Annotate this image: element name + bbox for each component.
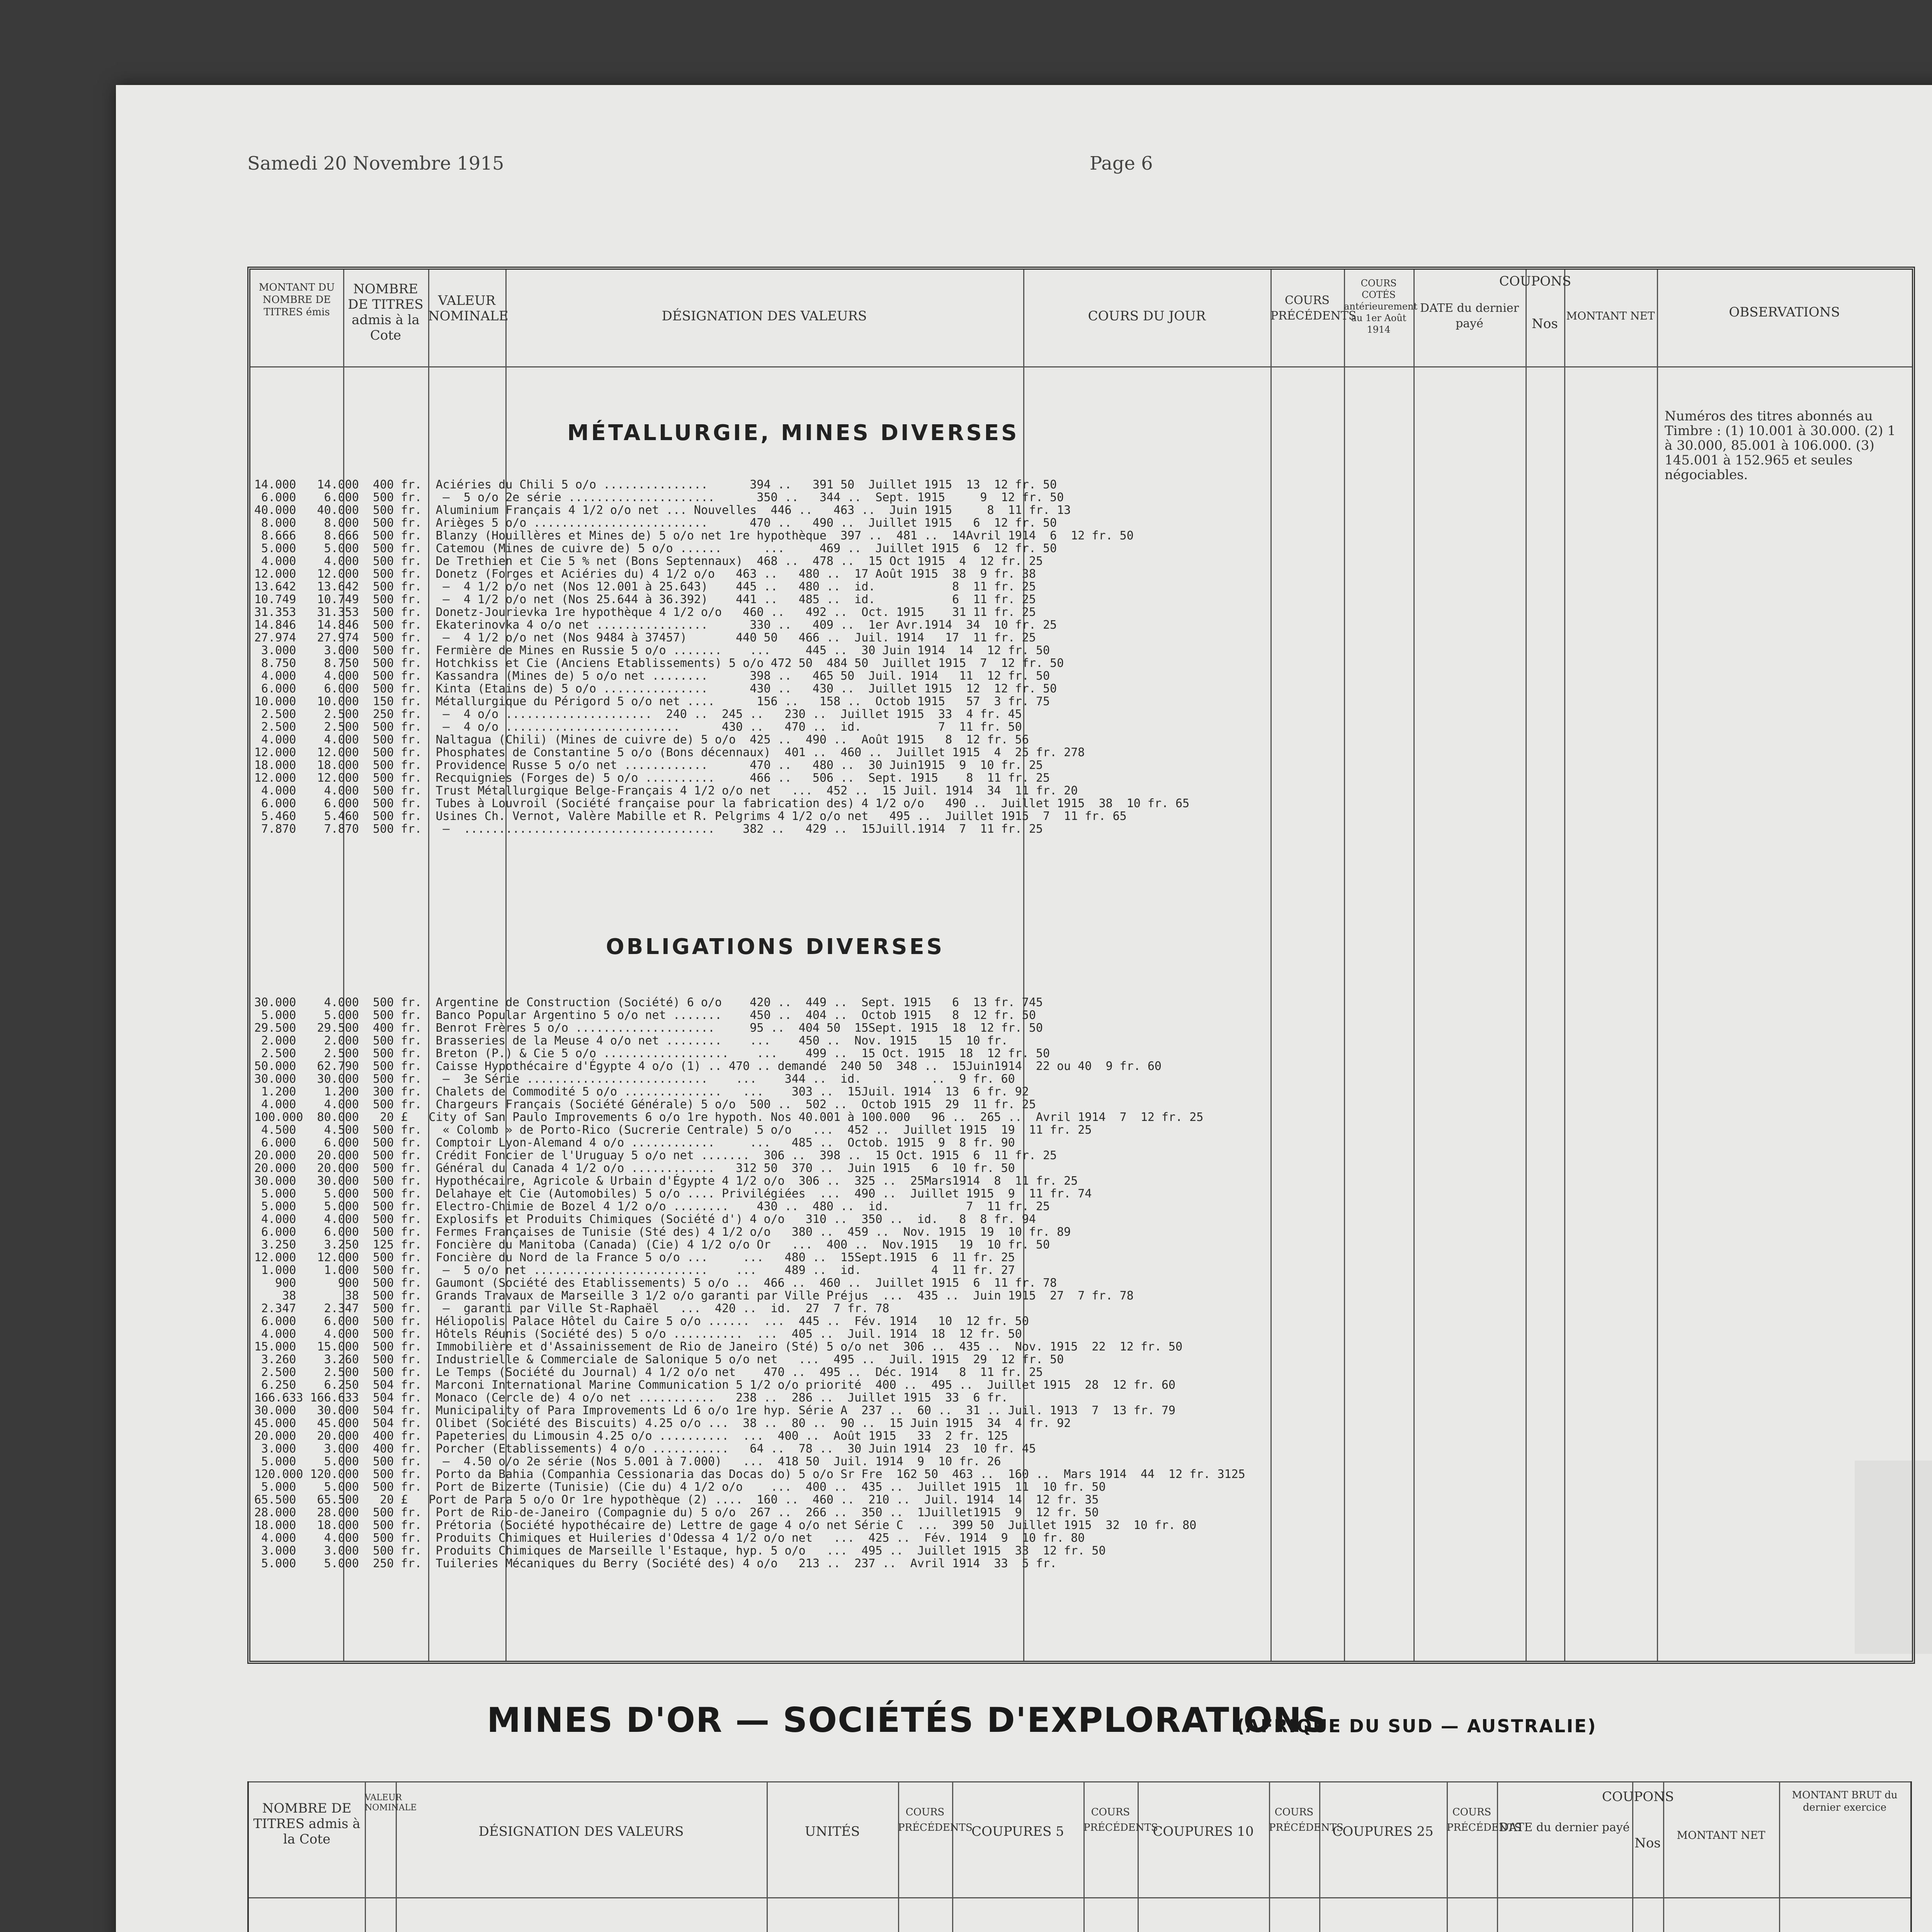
table-row: 28.000 28.000 500 fr. Port de Rio-de-Janeiro (Compagnie du) 5 o/o 267 .. 266 .. 350 .. 1Juillet1915 9 12 fr. 50 [254,1506,1099,1519]
mines-header-coupures-25: COUPURES 25 [1332,1824,1434,1839]
table-row: 100.000 80.000 20 £ City of San Paulo Improvements 6 o/o 1re hypoth. Nos 40.001 à 100.000 96 .. 265 .. Avril 1914 7 12 fr. 25 [254,1111,1204,1124]
header-observations: OBSERVATIONS [1729,304,1840,320]
page-number: Page 6 [1090,153,1153,174]
header-cours-precedents: COURS PRÉCÉDENTS [1270,294,1357,323]
table-row: 2.500 2.500 500 fr. Le Temps (Société du Journal) 4 1/2 o/o net 470 .. 495 .. Déc. 1914 8 11 fr. 25 [254,1366,1043,1379]
table-row: 10.000 10.000 150 fr. Métallurgique du Périgord 5 o/o net .... 156 .. 158 .. Octob 1915 57 3 fr. 75 [254,695,1050,708]
mines-header-numeros: Nos [1634,1835,1661,1851]
obligations-rows [254,996,1245,1570]
table-row: 30.000 30.000 504 fr. Municipality of Para Improvements Ld 6 o/o 1re hyp. Série A 237 .. 60 .. 31 .. Juil. 1913 7 13 fr. 79 [254,1404,1176,1417]
table-row: 2.500 2.500 500 fr. — 4 o/o ......................... 430 .. 470 .. id. 7 11 fr. 50 [254,720,1022,734]
table-row: 4.000 4.000 500 fr. Produits Chimiques et Huileries d'Odessa 4 1/2 o/o net ... 425 .. Fév. 1914 9 10 fr. 80 [254,1531,1085,1545]
table-row: 29.500 29.500 400 fr. Benrot Frères 5 o/o .................... 95 .. 404 50 15Sept. 1915 18 12 fr. 50 [254,1021,1043,1035]
mines-header-montant-net: MONTANT NET [1677,1829,1765,1842]
table-row: 4.000 4.000 500 fr. Hôtels Réunis (Société des) 5 o/o .......... ... 405 .. Juil. 1914 18 12 fr. 50 [254,1327,1022,1341]
table-row: 50.000 62.790 500 fr. Caisse Hypothécaire d'Égypte 4 o/o (1) .. 470 .. demandé 240 50 348 .. 15Juin1914 22 ou 40 9 fr. 60 [254,1060,1162,1073]
table-row: 4.000 4.000 500 fr. Naltagua (Chili) (Mines de cuivre de) 5 o/o 425 .. 490 .. Août 1915 8 12 fr. 56 [254,733,1029,747]
table-row: 8.750 8.750 500 fr. Hotchkiss et Cie (Anciens Etablissements) 5 o/o 472 50 484 50 Juillet 1915 7 12 fr. 50 [254,656,1064,670]
table-row: 8.000 8.000 500 fr. Arièges 5 o/o ......................... 470 .. 490 .. Juillet 1915 6 12 fr. 50 [254,516,1057,530]
table-row: 7.870 7.870 500 fr. — .................................... 382 .. 429 .. 15Juill.1914 7 11 fr. 25 [254,822,1043,836]
table-row: 13.642 13.642 500 fr. — 4 1/2 o/o net (Nos 12.001 à 25.643) 445 .. 480 .. id. 8 11 fr. 25 [254,580,1036,594]
mines-header-unites: UNITÉS [804,1824,860,1839]
mines-header-coupures-10: COUPURES 10 [1153,1824,1254,1839]
table-row: 3.000 3.000 400 fr. Porcher (Etablissements) 4 o/o ........... 64 .. 78 .. 30 Juin 1914 23 10 fr. 45 [254,1442,1036,1456]
paper-stain [1855,1461,1932,1654]
table-row: 5.000 5.000 500 fr. Catemou (Mines de cuivre de) 5 o/o ...... ... 469 .. Juillet 1915 6 12 fr. 50 [254,542,1057,555]
table-row: 15.000 15.000 500 fr. Immobilière et d'Assainissement de Rio de Janeiro (Sté) 5 o/o net 306 .. 435 .. Nov. 1915 22 12 fr. 50 [254,1340,1183,1354]
mines-header-coupons: COUPONS [1602,1789,1674,1804]
mines-header-date: DATE du dernier payé [1499,1821,1630,1834]
table-row: 5.000 5.000 250 fr. Tuileries Mécaniques du Berry (Société des) 4 o/o 213 .. 237 .. Avril 1914 33 5 fr. [254,1557,1057,1570]
table-row: 18.000 18.000 500 fr. Providence Russe 5 o/o net ............ 470 .. 480 .. 30 Juin1915 9 10 fr. 25 [254,759,1043,772]
table-row: 4.000 4.000 500 fr. Chargeurs Français (Société Générale) 5 o/o 500 .. 502 .. Octob 1915 29 11 fr. 25 [254,1098,1036,1111]
table-row: 2.000 2.000 500 fr. Brasseries de la Meuse 4 o/o net ........ ... 450 .. Nov. 1915 15 10 fr. [254,1034,1008,1048]
table-row: 5.000 5.000 500 fr. Delahaye et Cie (Automobiles) 5 o/o .... Privilégiées ... 490 .. Juillet 1915 9 11 fr. 74 [254,1187,1092,1201]
header-nombre: NOMBRE DE TITRES admis à la Cote [348,281,423,343]
table-row: 3.000 3.000 500 fr. Fermière de Mines en Russie 5 o/o ....... ... 445 .. 30 Juin 1914 14 12 fr. 50 [254,644,1050,657]
table-row: 4.000 4.000 500 fr. Kassandra (Mines de) 5 o/o net ........ 398 .. 465 50 Juil. 1914 11 12 fr. 50 [254,669,1050,683]
mines-header-cours-prec-3: COURS PRÉCÉDENTS [1269,1806,1344,1833]
table-row: 2.500 2.500 250 fr. — 4 o/o ..................... 240 .. 245 .. 230 .. Juillet 1915 33 4 fr. 45 [254,707,1022,721]
table-row: 6.000 6.000 500 fr. — 5 o/o 2e série ..................... 350 .. 344 .. Sept. 1915 9 12 fr. 50 [254,491,1064,504]
table-row: 4.000 4.000 500 fr. Trust Métallurgique Belge-Français 4 1/2 o/o net ... 452 .. 15 Juil. 1914 34 11 fr. 20 [254,784,1078,798]
mines-header-valeur: VALEUR NOMINALE [365,1793,417,1813]
section-metallurgie-title: MÉTALLURGIE, MINES DIVERSES [567,420,1019,446]
table-row: 5.000 5.000 500 fr. Banco Popular Argentino 5 o/o net ....... 450 .. 404 .. Octob 1915 8 12 fr. 50 [254,1009,1036,1022]
table-row: 3.000 3.000 500 fr. Produits Chimiques de Marseille l'Estaque, hyp. 5 o/o ... 495 .. Juillet 1915 33 12 fr. 50 [254,1544,1106,1558]
table-row: 45.000 45.000 504 fr. Olibet (Société des Biscuits) 4.25 o/o ... 38 .. 80 .. 90 .. 15 Juin 1915 34 4 fr. 92 [254,1417,1071,1430]
table-row: 18.000 18.000 500 fr. Prétoria (Société hypothécaire de) Lettre de gage 4 o/o net Série C ... 399 50 Juillet 1915 32 10 fr. 80 [254,1519,1197,1532]
page-date: Samedi 20 Novembre 1915 [247,153,504,174]
table-row: 900 900 500 fr. Gaumont (Société des Etablissements) 5 o/o .. 466 .. 460 .. Juillet 1915 6 11 fr. 78 [254,1276,1057,1290]
mines-header-nombre: NOMBRE DE TITRES admis à la Cote [253,1801,361,1847]
table-row: 27.974 27.974 500 fr. — 4 1/2 o/o net (Nos 9484 à 37457) 440 50 466 .. Juil. 1914 17 11 fr. 25 [254,631,1036,645]
table-row: 4.500 4.500 500 fr. « Colomb » de Porto-Rico (Sucrerie Centrale) 5 o/o ... 452 .. Juillet 1915 19 11 fr. 25 [254,1123,1092,1137]
header-cours-jour: COURS DU JOUR [1088,308,1206,324]
table-row: 14.846 14.846 500 fr. Ekaterinovka 4 o/o net ................ 330 .. 409 .. 1er Avr.1914 34 10 fr. 25 [254,618,1057,632]
table-row: 5.000 5.000 500 fr. Port de Bizerte (Tunisie) (Cie du) 4 1/2 o/o ... 400 .. 435 .. Juillet 1915 11 10 fr. 50 [254,1480,1106,1494]
table-row: 12.000 12.000 500 fr. Phosphates de Constantine 5 o/o (Bons décennaux) 401 .. 460 .. Juillet 1915 4 25 fr. 278 [254,746,1085,759]
mines-section-title: MINES D'OR — SOCIÉTÉS D'EXPLORATIONS [487,1700,1328,1740]
header-montant-net: MONTANT NET [1566,310,1655,322]
table-row: 2.347 2.347 500 fr. — garanti par Ville St-Raphaël ... 420 .. id. 27 7 fr. 78 [254,1302,889,1315]
mines-header-montant-brut: MONTANT BRUT du dernier exercice [1792,1789,1898,1813]
table-row: 20.000 20.000 400 fr. Papeteries du Limousin 4.25 o/o .......... ... 400 .. Août 1915 33 2 fr. 125 [254,1429,1008,1443]
table-row: 30.000 4.000 500 fr. Argentine de Construction (Société) 6 o/o 420 .. 449 .. Sept. 1915 6 13 fr. 745 [254,996,1043,1009]
table-row: 12.000 12.000 500 fr. Recquignies (Forges de) 5 o/o .......... 466 .. 506 .. Sept. 1915 8 11 fr. 25 [254,771,1050,785]
table-row: 6.000 6.000 500 fr. Comptoir Lyon-Alemand 4 o/o ............ ... 485 .. Octob. 1915 9 8 fr. 90 [254,1136,1015,1150]
metallurgie-rows [254,478,1189,835]
table-row: 30.000 30.000 500 fr. — 3e Série .......................... ... 344 .. id. .. 9 fr. 60 [254,1072,1015,1086]
header-designation: DÉSIGNATION DES VALEURS [662,308,867,324]
mines-table [247,1781,1912,1932]
table-row: 4.000 4.000 500 fr. Explosifs et Produits Chimiques (Société d') 4 o/o 310 .. 350 .. id. 8 8 fr. 94 [254,1213,1036,1226]
table-row: 40.000 40.000 500 fr. Aluminium Français 4 1/2 o/o net ... Nouvelles 446 .. 463 .. Juin 1915 8 11 fr. 13 [254,503,1071,517]
table-row: 5.000 5.000 500 fr. — 4.50 o/o 2e série (Nos 5.001 à 7.000) ... 418 50 Juil. 1914 9 10 fr. 26 [254,1455,1001,1468]
mines-header-cours-prec-2: COURS PRÉCÉDENTS [1083,1806,1158,1833]
mines-section-subtitle: (AFRIQUE DU SUD — AUSTRALIE) [1236,1716,1597,1736]
table-row: 30.000 30.000 500 fr. Hypothécaire, Agricole & Urbain d'Égypte 4 1/2 o/o 306 .. 325 .. 25Mars1914 8 11 fr. 25 [254,1174,1078,1188]
header-valeur: VALEUR NOMINALE [428,293,509,324]
metallurgy-table [247,267,1915,1664]
table-row: 5.460 5.460 500 fr. Usines Ch. Vernot, Valère Mabille et R. Pelgrims 4 1/2 o/o net 495 .. Juillet 1915 7 11 fr. 65 [254,810,1127,823]
mines-header-coupures-5: COUPURES 5 [971,1824,1064,1839]
table-row: 1.200 1.200 300 fr. Chalets de Commodité 5 o/o .............. ... 303 .. 15Juil. 1914 13 6 fr. 92 [254,1085,1029,1099]
table-row: 1.000 1.000 500 fr. — 5 o/o net ......................... ... 489 .. id. 4 11 fr. 27 [254,1264,1015,1277]
table-row: 12.000 12.000 500 fr. Foncière du Nord de la France 5 o/o ... ... 480 .. 15Sept.1915 6 11 fr. 25 [254,1251,1015,1264]
table-row: 6.250 6.250 504 fr. Marconi International Marine Communication 5 1/2 o/o priorité 400 .. 495 .. Juillet 1915 28 12 fr. 60 [254,1378,1176,1392]
table-row: 38 38 500 fr. Grands Travaux de Marseille 3 1/2 o/o garanti par Ville Préjus ... 435 .. Juin 1915 27 7 fr. 78 [254,1289,1134,1303]
mines-header-cours-prec-4: COURS PRÉCÉDENTS [1447,1806,1521,1833]
table-row: 4.000 4.000 500 fr. De Trethien et Cie 5 % net (Bons Septennaux) 468 .. 478 .. 15 Oct 1915 4 12 fr. 25 [254,554,1043,568]
table-row: 5.000 5.000 500 fr. Electro-Chimie de Bozel 4 1/2 o/o ........ 430 .. 480 .. id. 7 11 fr. 25 [254,1200,1050,1213]
header-date-dernier: DATE du dernier payé [1420,301,1519,330]
mines-header-designation: DÉSIGNATION DES VALEURS [478,1824,684,1839]
table-row: 20.000 20.000 500 fr. Général du Canada 4 1/2 o/o ............ 312 50 370 .. Juin 1915 6 10 fr. 50 [254,1162,1015,1175]
table-row: 6.000 6.000 500 fr. Kinta (Etains de) 5 o/o ............... 430 .. 430 .. Juillet 1915 12 12 fr. 50 [254,682,1057,696]
table-row: 65.500 65.500 20 £ Port de Para 5 o/o Or 1re hypothèque (2) .... 160 .. 460 .. 210 .. Juil. 1914 14 12 fr. 35 [254,1493,1099,1507]
table-row: 12.000 12.000 500 fr. Donetz (Forges et Aciéries du) 4 1/2 o/o 463 .. 480 .. 17 Août 1915 38 9 fr. 38 [254,567,1036,581]
header-montant: MONTANT DU NOMBRE DE TITRES émis [259,282,335,318]
table-row: 6.000 6.000 500 fr. Fermes Françaises de Tunisie (Sté des) 4 1/2 o/o 380 .. 459 .. Nov. 1915 19 10 fr. 89 [254,1225,1071,1239]
table-row: 3.250 3.250 125 fr. Foncière du Manitoba (Canada) (Cie) 4 1/2 o/o Or ... 400 .. Nov.1915 19 10 fr. 50 [254,1238,1050,1252]
header-cours-cotes: COURS COTÉS antérieurement au 1er Août 1914 [1344,278,1418,335]
header-coupons: COUPONS [1499,274,1571,289]
table-row: 120.000 120.000 500 fr. Porto da Bahia (Companhia Cessionaria das Docas do) 5 o/o Sr Fre 162 50 463 .. 160 .. Mars 1914 44 12 fr. 3125 [254,1468,1245,1481]
table-row: 166.633 166.633 504 fr. Monaco (Cercle de) 4 o/o net ........... 238 .. 286 .. Juillet 1915 33 6 fr. [254,1391,1008,1405]
table-row: 20.000 20.000 500 fr. Crédit Foncier de l'Uruguay 5 o/o net ....... 306 .. 398 .. 15 Oct. 1915 6 11 fr. 25 [254,1149,1057,1162]
table-row: 10.749 10.749 500 fr. — 4 1/2 o/o net (Nos 25.644 à 36.392) 441 .. 485 .. id. 6 11 fr. 25 [254,593,1036,606]
section-obligations-title: OBLIGATIONS DIVERSES [606,934,945,959]
table-row: 2.500 2.500 500 fr. Breton (P.) & Cie 5 o/o .................. ... 499 .. 15 Oct. 1915 18 12 fr. 50 [254,1047,1050,1060]
table-row: 31.353 31.353 500 fr. Donetz-Jourievka 1re hypothèque 4 1/2 o/o 460 .. 492 .. Oct. 1915 31 11 fr. 25 [254,605,1036,619]
table-row: 6.000 6.000 500 fr. Tubes à Louvroil (Société française pour la fabrication des) 4 1/2 o/o 490 .. Juillet 1915 38 10 fr. 65 [254,797,1190,810]
observations-note: Numéros des titres abonnés au Timbre : (1) 10.001 à 30.000. (2) 1 à 30.000, 85.001 à 106.000. (3) 145.001 à 152.965 et seules négociables. [1665,408,1896,483]
table-row: 3.260 3.260 500 fr. Industrielle & Commerciale de Salonique 5 o/o net ... 495 .. Juil. 1915 29 12 fr. 50 [254,1353,1064,1366]
header-numeros: Nos [1532,316,1558,332]
table-row: 14.000 14.000 400 fr. Aciéries du Chili 5 o/o ............... 394 .. 391 50 Juillet 1915 13 12 fr. 50 [254,478,1057,492]
table-row: 6.000 6.000 500 fr. Héliopolis Palace Hôtel du Caire 5 o/o ...... ... 445 .. Fév. 1914 10 12 fr. 50 [254,1315,1029,1328]
table-row: 8.666 8.666 500 fr. Blanzy (Houillères et Mines de) 5 o/o net 1re hypothèque 397 .. 481 .. 14Avril 1914 6 12 fr. 50 [254,529,1134,543]
mines-header-cours-prec-1: COURS PRÉCÉDENTS [898,1806,973,1833]
